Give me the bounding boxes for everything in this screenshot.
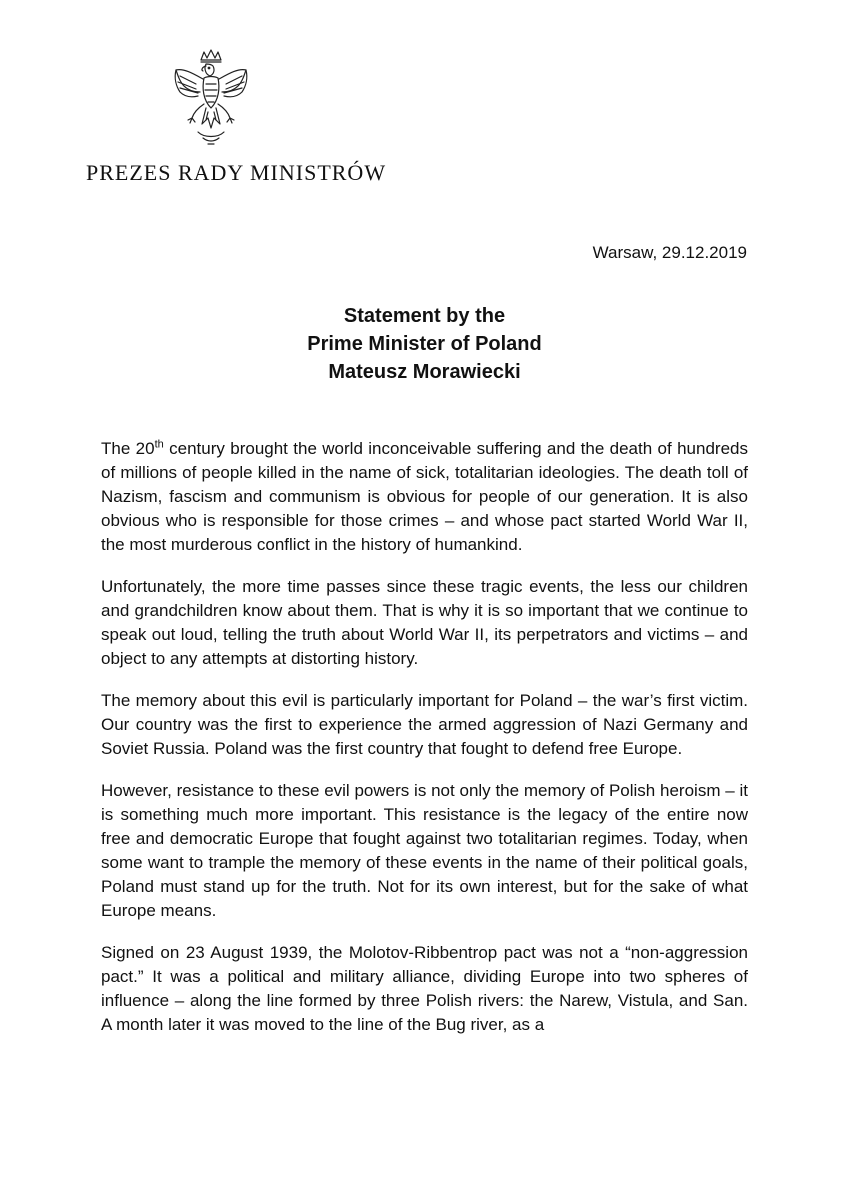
eagle-emblem-icon [168,46,254,150]
title-line-1: Statement by the [343,305,506,327]
paragraph-3: The memory about this evil is particularly important for Poland – the war’s first victim. Our country was the first to experience the armed aggression of Nazi Germany and Soviet Russia. Poland was the first country that fought to defend free Europe. [101,691,748,758]
date-line: Warsaw, 29.12.2019 [592,243,747,262]
paragraph-1 [101,437,748,557]
statement-title [0,302,849,386]
paragraph-1-start: The 20 [101,439,155,458]
title-line-3: Mateusz Morawiecki [328,361,521,383]
paragraph-1-rest: century brought the world inconceivable suffering and the death of hundreds of millions of people killed in the name of sick, totalitarian ideologies. The death toll of Nazism, fascism and communism is obvious for people of our generation. It is also obvious who is responsible for those crimes – and whose pact started World War II, the most murderous conflict in the history of humankind. [101,439,748,554]
paragraph-4: However, resistance to these evil powers is not only the memory of Polish heroism – it is something much more important. This resistance is the legacy of the entire now free and democratic Europe that fought against two totalitarian regimes. Today, when some want to trample the memory of these events in the name of their political goals, Poland must stand up for the truth. Not for its own interest, but for the sake of what Europe means. [101,781,748,920]
title-line-2: Prime Minister of Poland [307,333,542,355]
paragraph-5: Signed on 23 August 1939, the Molotov-Ribbentrop pact was not a “non-aggression pact.” It was a political and military alliance, dividing Europe into two spheres of influence – along the line formed by three Polish rivers: the Narew, Vistula, and San. A month later it was moved to the line of the Bug river, as a [101,943,748,1034]
statement-body [101,437,748,1055]
office-name: PREZES RADY MINISTRÓW [86,160,387,185]
paragraph-2: Unfortunately, the more time passes since these tragic events, the less our children and grandchildren know about them. That is why it is so important that we continue to speak out loud, telling the truth about World War II, its perpetrators and victims – and object to any attempts at distorting history. [101,577,748,668]
ordinal-suffix: th [154,438,164,451]
